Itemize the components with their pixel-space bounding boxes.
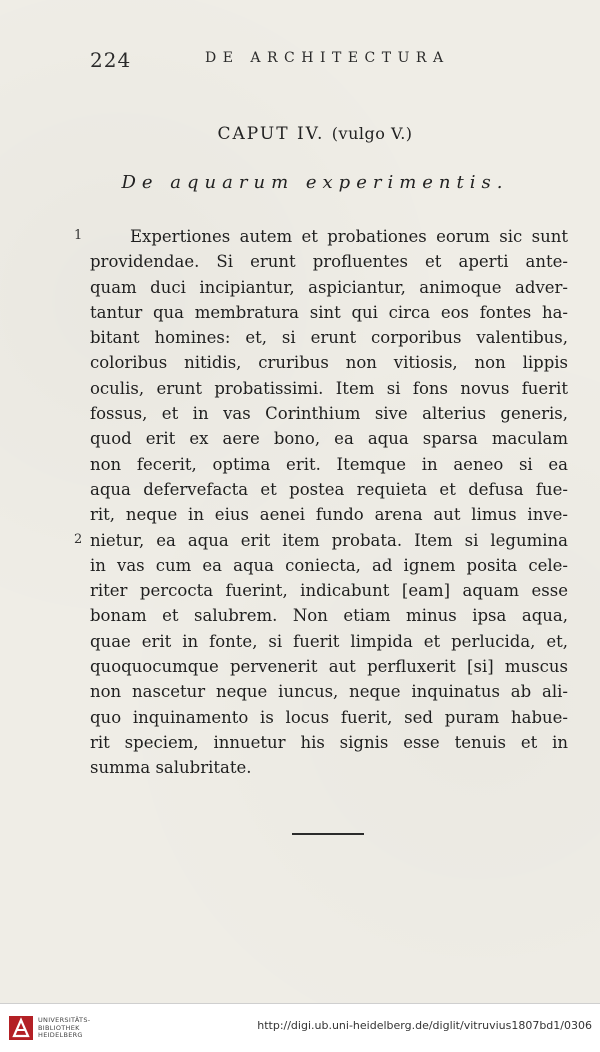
text-line: nietur, ea aqua erit item probata. Item si legumina [90,530,568,550]
library-name [38,1017,90,1040]
text-line: quae erit in fonte, si fuerit limpida et perlucida, et, [90,631,568,651]
running-head [90,48,570,72]
text-line: quo inquinamento is locus fuerit, sed puram habue- [90,707,568,727]
text-line: summa salubritate. [90,758,252,778]
body-text [90,224,568,781]
text-line: riter percocta fuerint, indicabunt [eam] aquam esse [90,581,568,601]
chapter-number: CAPUT IV. [217,124,325,144]
text-line: bitant homines: et, si erunt corporibus valentibus, [90,328,568,348]
text-line: aqua defervefacta et postea requieta et defusa fue- [90,479,568,499]
chapter-vulgo-note: (vulgo V.) [331,124,413,143]
text-line: in vas cum ea aqua coniecta, ad ignem posita cele- [90,555,568,575]
text-line: tantur qua membratura sint qui circa eos fontes ha- [90,302,568,322]
library-name-line: HEIDELBERG [38,1031,83,1039]
text-line: quam duci incipiantur, aspiciantur, animoque adver- [90,277,568,297]
text-line: quoquocumque pervenerit aut perfluxerit [si] muscus [90,657,568,677]
text-line: fossus, et in vas Corinthium sive alterius generis, [90,404,568,424]
text-line: non fecerit, optima erit. Itemque in aeneo si ea [90,454,568,474]
margin-number-1: 1 [74,228,83,243]
text-line: providendae. Si erunt profluentes et aperti ante- [90,252,568,272]
text-line: quod erit ex aere bono, ea aqua sparsa maculam [90,429,568,449]
text-line: coloribus nitidis, cruribus non vitiosis, non lippis [90,353,568,373]
page-number: 224 [90,48,132,72]
text-line: rit speciem, innuetur his signis esse tenuis et in [90,732,568,752]
viewer-footer [0,1003,600,1052]
text-line: bonam et salubrem. Non etiam minus ipsa aqua, [90,606,568,626]
chapter-subtitle: De aquarum experimentis. [121,172,509,193]
text-line: rit, neque in eius aenei fundo arena aut limus inve- [90,505,568,525]
chapter-heading [0,124,600,144]
library-name-line: UNIVERSITÄTS- [38,1016,91,1024]
text-line: oculis, erunt probatissimi. Item si fons novus fuerit [90,378,568,398]
margin-number-2: 2 [74,532,83,547]
section-divider [292,833,364,835]
running-title: DE ARCHITECTURA [205,50,450,66]
permalink-url[interactable]: http://digi.ub.uni-heidelberg.de/diglit/vitruvius1807bd1/0306 [257,1019,592,1032]
library-name-line: BIBLIOTHEK [38,1023,80,1032]
text-line: non nascetur neque iuncus, neque inquinatus ab ali- [90,682,568,702]
text-line: Expertiones autem et probationes eorum sic sunt [130,227,568,246]
university-library-logo-icon [8,1014,34,1042]
